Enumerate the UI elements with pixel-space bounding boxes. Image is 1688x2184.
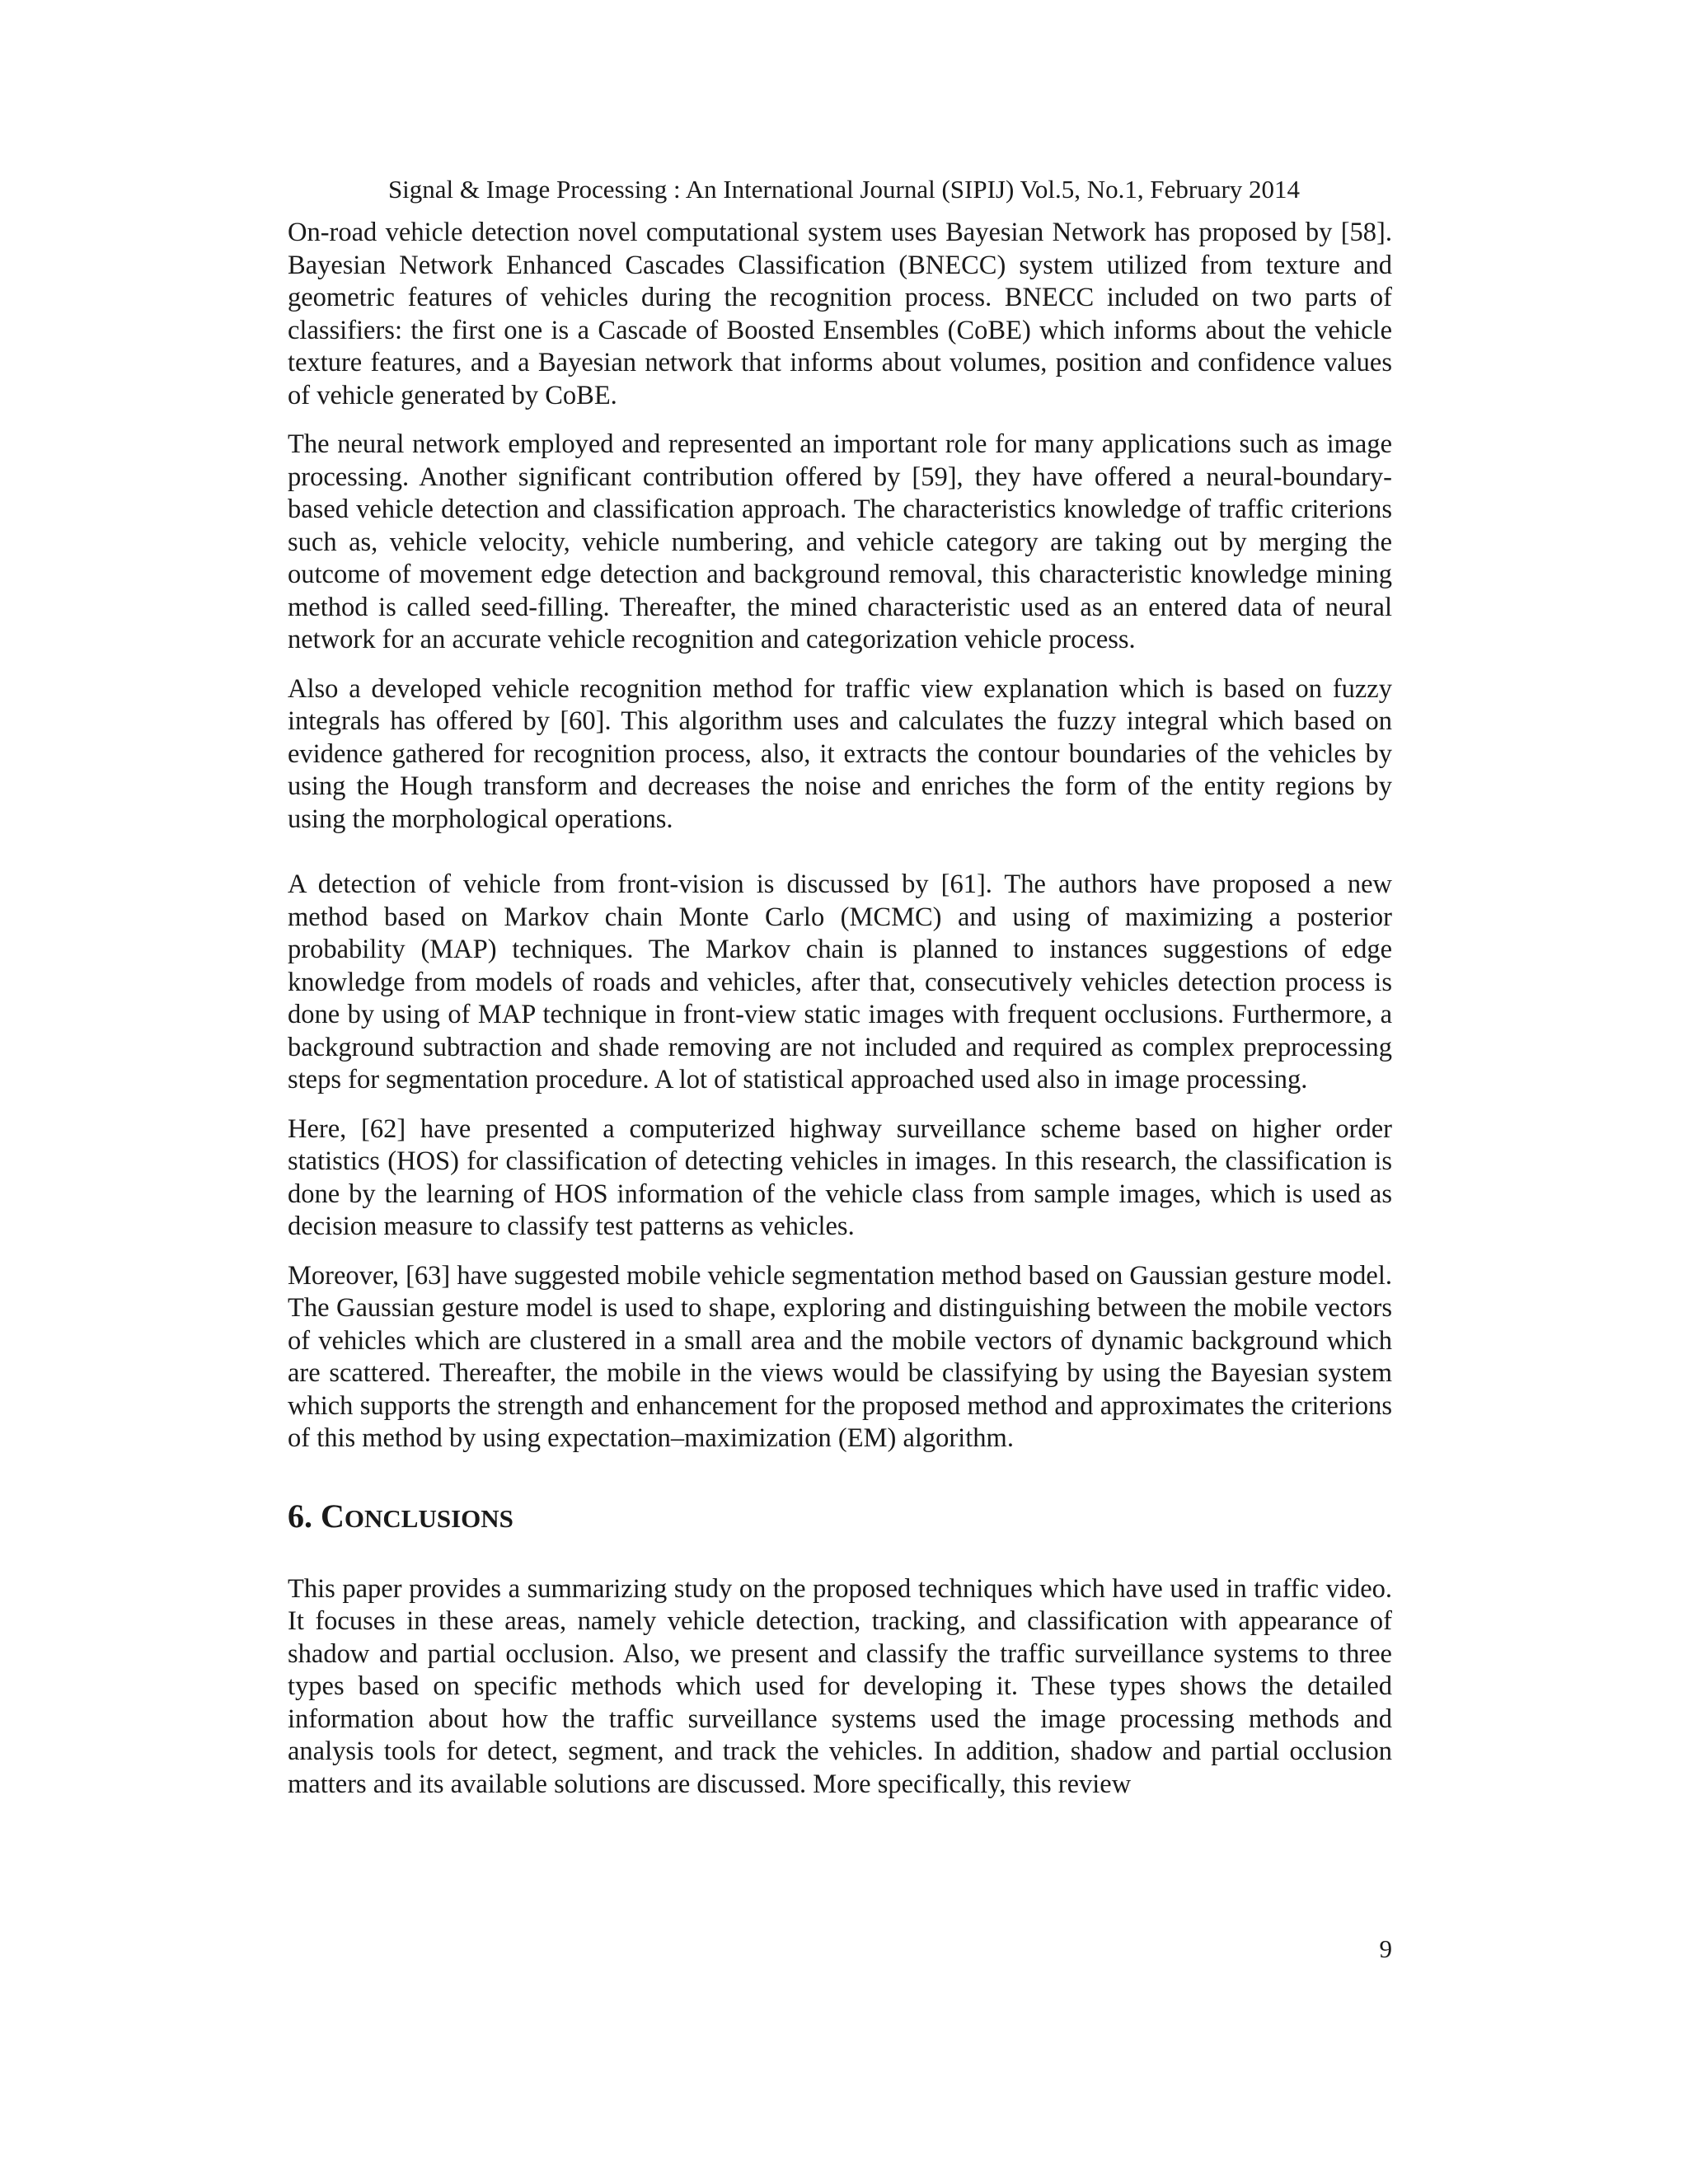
- paragraph-fuzzy-integrals: Also a developed vehicle recognition method for traffic view explanation which is based on fuzzy integrals has offered by [60]. This algorithm uses and calculates the fuzzy integral which based on evidence gathered for recognition process, also, it extracts the contour boundaries of the vehicles by using the Hough transform and decreases the noise and enriches the form of the entity regions by using the morphological operations.: [288, 673, 1392, 834]
- section-title-rest: ONCLUSIONS: [344, 1503, 513, 1533]
- running-header: Signal & Image Processing : An International Journal (SIPIJ) Vol.5, No.1, February 2014: [387, 175, 1301, 204]
- section-number: 6. C: [288, 1497, 345, 1535]
- paragraph-higher-order-statistics: Here, [62] have presented a computerized highway surveillance scheme based on higher order statistics (HOS) for classification of detecting vehicles in images. In this research, the classification is done by the learning of HOS information of the vehicle class from sample images, which is used as decision measure to classify test patterns as vehicles.: [288, 1113, 1392, 1241]
- page-number: 9: [1379, 1934, 1392, 1963]
- paragraph-front-vision: A detection of vehicle from front-vision is discussed by [61]. The authors have proposed a new method based on Markov chain Monte Carlo (MCMC) and using of maximizing a posterior probability (MAP) techniques. The Markov chain is planned to instances suggestions of edge knowledge from models of roads and vehicles, after that, consecutively vehicles detection process is done by using of MAP technique in front-view static images with frequent occlusions. Furthermore, a background subtraction and shade removing are not included and required as complex preprocessing steps for segmentation procedure. A lot of statistical approached used also in image processing.: [288, 869, 1392, 1094]
- paragraph-gaussian-gesture: Moreover, [63] have suggested mobile vehicle segmentation method based on Gaussian gesture model. The Gaussian gesture model is used to shape, exploring and distinguishing between the mobile vectors of vehicles which are clustered in a small area and the mobile vectors of dynamic background which are scattered. Thereafter, the mobile in the views would be classifying by using the Bayesian system which supports the strength and enhancement for the proposed method and approximates the criterions of this method by using expectation–maximization (EM) algorithm.: [288, 1260, 1392, 1453]
- main-body: [288, 217, 1392, 1817]
- paragraph-neural-network: The neural network employed and represented an important role for many applications such as image processing. Another significant contribution offered by [59], they have offered a neural-boundary-based vehicle detection and classification approach. The characteristics knowledge of traffic criterions such as, vehicle velocity, vehicle numbering, and vehicle category are taking out by merging the outcome of movement edge detection and background removal, this characteristic knowledge mining method is called seed-filling. Thereafter, the mined characteristic used as an entered data of neural network for an accurate vehicle recognition and categorization vehicle process.: [288, 429, 1392, 654]
- section-heading-conclusions: [288, 1497, 1392, 1539]
- paragraph-conclusions: This paper provides a summarizing study on the proposed techniques which have used in traffic video. It focuses in these areas, namely vehicle detection, tracking, and classification with appearance of shadow and partial occlusion. Also, we present and classify the traffic surveillance systems to three types based on specific methods which used for developing it. These types shows the detailed information about how the traffic surveillance systems used the image processing methods and analysis tools for detect, segment, and track the vehicles. In addition, shadow and partial occlusion matters and its available solutions are discussed. More specifically, this review: [288, 1573, 1392, 1799]
- paragraph-bayesian-network: On-road vehicle detection novel computational system uses Bayesian Network has proposed by [58]. Bayesian Network Enhanced Cascades Classification (BNECC) system utilized from texture and geometric features of vehicles during the recognition process. BNECC included on two parts of classifiers: the first one is a Cascade of Boosted Ensembles (CoBE) which informs about the vehicle texture features, and a Bayesian network that informs about volumes, position and confidence values of vehicle generated by CoBE.: [288, 218, 1392, 410]
